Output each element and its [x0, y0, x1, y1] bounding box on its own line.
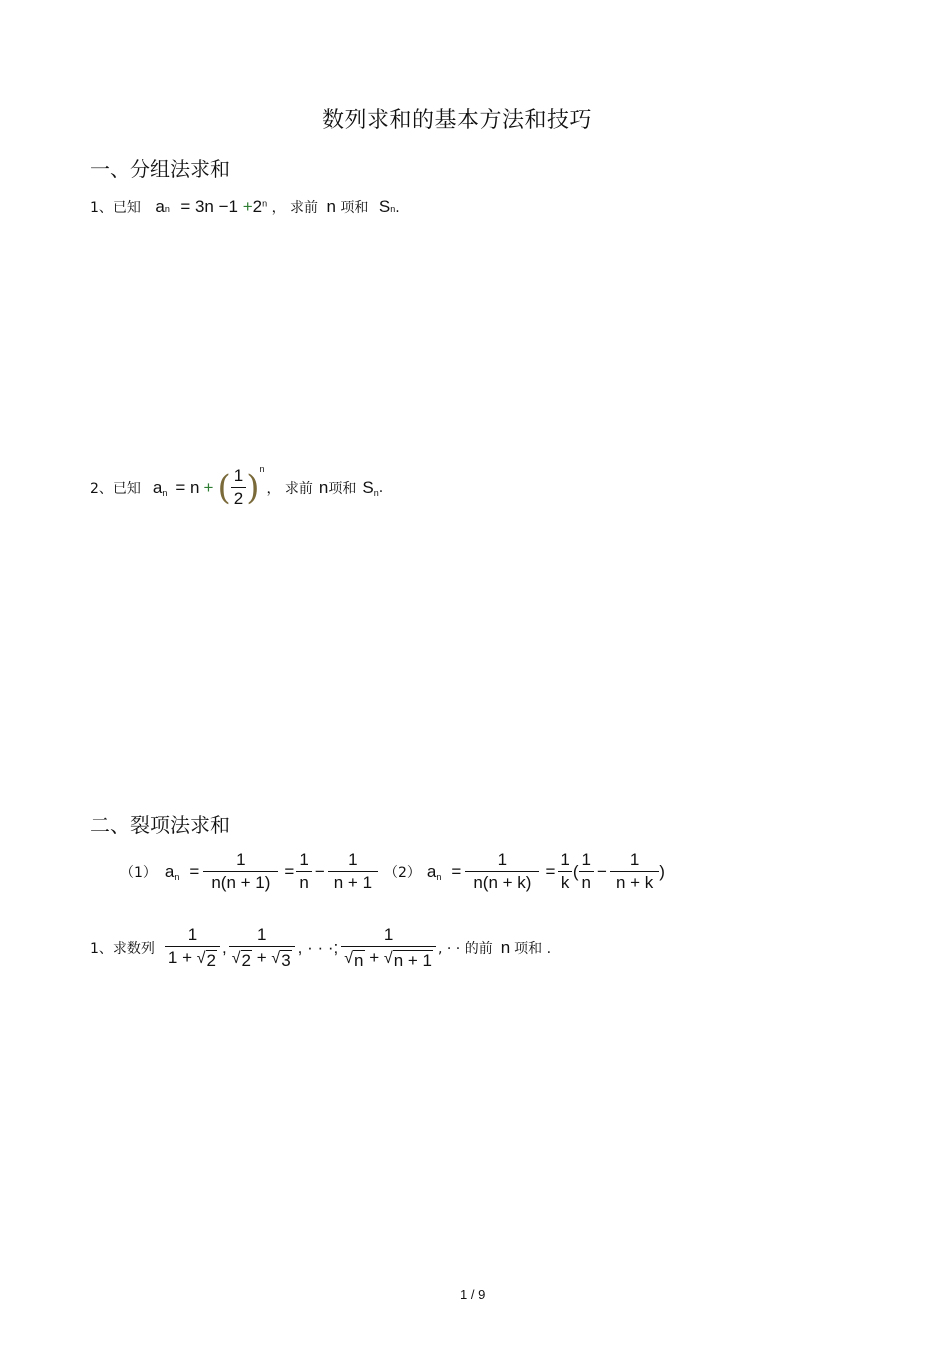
- math-sub: n: [164, 204, 170, 214]
- numerator: 1: [187, 925, 198, 944]
- math-sub: n: [373, 487, 379, 498]
- period: .: [395, 200, 400, 216]
- problem-text: ， 求前: [271, 200, 319, 216]
- denominator: k: [558, 871, 573, 893]
- numerator: 1: [581, 850, 591, 869]
- denominator: n: [296, 871, 311, 893]
- radicand: 3: [281, 951, 291, 970]
- problem-number: 1、已知: [90, 200, 141, 216]
- numerator: 1: [497, 850, 508, 869]
- radicand: n: [354, 951, 364, 970]
- fraction: [296, 850, 311, 893]
- numerator: 1: [629, 850, 640, 869]
- fraction: [328, 850, 378, 893]
- math-sub: n: [390, 204, 396, 214]
- denominator: n(n + 1): [203, 871, 278, 893]
- sequence-term-2: [229, 925, 295, 971]
- math-sub: n: [174, 871, 180, 882]
- separator: , · · ·;: [297, 938, 339, 957]
- right-paren: ): [659, 861, 665, 881]
- page-number: 1 / 9: [460, 1287, 486, 1302]
- math-equals: =: [189, 861, 200, 881]
- left-paren: (: [217, 467, 231, 508]
- section-2-heading: 二、裂项法求和: [90, 813, 230, 837]
- math-base: 2: [252, 197, 263, 216]
- denominator: n + 1: [328, 871, 378, 893]
- numerator: 1: [233, 466, 244, 485]
- problem-text: 项和: [328, 480, 357, 497]
- math-S: S: [378, 197, 391, 216]
- square-root: [197, 950, 217, 971]
- denominator: n: [579, 871, 594, 893]
- separator: ,: [222, 938, 227, 957]
- denominator: n(n + k): [465, 871, 539, 893]
- problem-text: 项和: [340, 200, 369, 216]
- radical-sign: √: [344, 950, 354, 967]
- problem-2-1: [90, 925, 551, 971]
- math-plus: +: [242, 197, 253, 216]
- problem-text: 项和 .: [514, 941, 552, 957]
- formula-2: [384, 850, 665, 893]
- math-sub: n: [436, 871, 442, 882]
- problem-text: , · · 的前: [438, 941, 493, 957]
- period: .: [378, 479, 384, 496]
- fraction: [610, 850, 659, 893]
- numerator: 1: [560, 850, 570, 869]
- sequence-term-n: [341, 925, 436, 971]
- denominator: [229, 946, 295, 971]
- math-n: n: [318, 477, 329, 497]
- square-root: [271, 950, 291, 971]
- numerator: 1: [299, 850, 309, 869]
- math-n: n: [326, 197, 336, 216]
- math-equals: =: [284, 861, 295, 881]
- plus-sign: +: [256, 948, 267, 967]
- fraction: [465, 850, 539, 893]
- math-expression: = n: [175, 477, 200, 497]
- radical-sign: √: [231, 950, 241, 967]
- left-paren: (: [572, 861, 579, 881]
- fraction: [557, 850, 572, 893]
- fraction: [203, 850, 278, 893]
- right-paren: ): [246, 467, 260, 508]
- denominator: n + k: [610, 871, 659, 893]
- radicand: 2: [241, 951, 251, 970]
- math-a: a: [426, 861, 437, 881]
- fraction: [579, 850, 594, 893]
- numerator: 1: [236, 850, 246, 869]
- formula-label: （2）: [384, 864, 421, 881]
- math-S: S: [362, 477, 374, 497]
- radical-sign: √: [196, 950, 206, 967]
- numerator: 1: [383, 925, 394, 944]
- problem-1-2: [90, 466, 383, 509]
- denominator: 2: [231, 487, 246, 509]
- math-minus: −: [314, 861, 325, 881]
- radicand: 2: [206, 951, 217, 970]
- formula-label: （1）: [120, 864, 157, 881]
- math-a: a: [155, 197, 165, 216]
- numerator: 1: [256, 925, 267, 944]
- math-expression: = 3n −1: [180, 197, 243, 216]
- fraction-one-half: [231, 466, 246, 509]
- radical-sign: √: [271, 950, 281, 967]
- math-minus: −: [597, 861, 607, 881]
- page-title: 数列求和的基本方法和技巧: [322, 108, 593, 133]
- math-exponent: n: [259, 464, 265, 474]
- square-root: [232, 950, 252, 971]
- numerator: 1: [348, 850, 358, 869]
- square-root: [344, 950, 364, 971]
- denominator-text: 1 +: [167, 948, 193, 967]
- math-plus: +: [203, 477, 214, 497]
- radicand: n + 1: [393, 951, 432, 970]
- radical-sign: √: [383, 950, 393, 967]
- square-root: [384, 950, 433, 971]
- denominator: [341, 946, 436, 971]
- math-a: a: [164, 861, 175, 881]
- plus-sign: +: [369, 948, 380, 967]
- math-equals: =: [545, 861, 556, 881]
- math-equals: =: [451, 861, 462, 881]
- formula-1: [120, 850, 378, 893]
- denominator: [165, 946, 220, 971]
- problem-number: 2、已知: [90, 480, 141, 497]
- problem-text: ， 求前: [266, 480, 313, 497]
- sequence-term-1: [165, 925, 220, 971]
- section-1-heading: 一、分组法求和: [90, 157, 230, 181]
- problem-number: 1、求数列: [90, 941, 155, 957]
- math-n: n: [500, 938, 511, 957]
- math-sub: n: [162, 487, 168, 498]
- math-a: a: [152, 477, 163, 497]
- math-exponent: n: [262, 198, 268, 209]
- problem-1-1: [90, 197, 400, 217]
